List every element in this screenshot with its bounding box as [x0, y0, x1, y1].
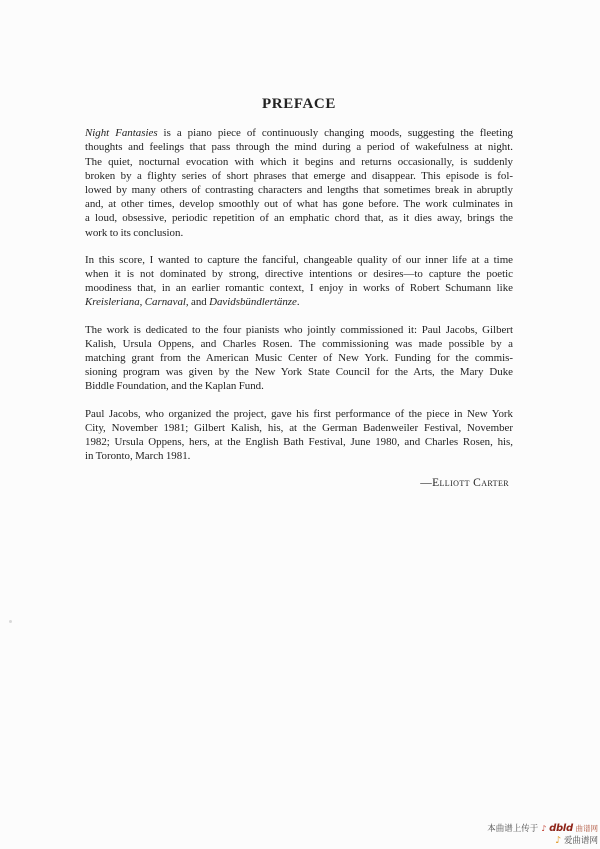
- text-line: [85, 449, 513, 463]
- paragraph: [85, 253, 513, 310]
- text-line: [85, 211, 513, 225]
- text-run: in Toronto, March 1981.: [85, 450, 191, 463]
- watermark-upload-text: 本曲谱上传于: [487, 824, 539, 834]
- italic-text-run: Night Fantasies: [85, 127, 158, 140]
- text-line: [85, 281, 513, 295]
- watermark-line-1: [487, 823, 598, 835]
- preface-text-block: [85, 97, 513, 491]
- text-run: In this score, I wanted to capture the fanciful, changeable quality of our inner life at a time: [85, 253, 513, 266]
- watermark-site-name: 爱曲谱网: [563, 836, 598, 846]
- scan-artifact: [9, 620, 12, 623]
- paragraph: [85, 126, 513, 240]
- text-run: thoughts and feelings that pass through the mind during a period of wakefulness at night.: [85, 141, 513, 154]
- music-note-icon: ♪: [541, 824, 547, 833]
- italic-text-run: Kreisleriana: [85, 296, 140, 309]
- text-run: Kalish, Ursula Oppens, and Charles Rosen. The commissioning was made possible by a: [85, 337, 513, 350]
- music-note-icon: ♪: [555, 835, 562, 846]
- italic-text-run: Davidsbündlertänze: [209, 296, 297, 309]
- page-title: PREFACE: [262, 96, 336, 112]
- watermark-site-logo: dbld: [549, 823, 573, 834]
- text-line: [85, 421, 513, 435]
- text-line: [85, 140, 513, 154]
- paragraph: [85, 407, 513, 464]
- text-run: 1982; Ursula Oppens, hers, at the English Bath Festival, June 1980, and Charles Rosen, his,: [85, 436, 513, 449]
- text-line: [85, 337, 513, 351]
- text-run: Paul Jacobs, who organized the project, gave his first performance of the piece in New York: [85, 407, 513, 420]
- text-line: [85, 155, 513, 169]
- watermark-site-logo-suffix: 曲谱网: [575, 824, 598, 833]
- text-run: sioning program was given by the New York State Council for the Arts, the Mary Duke: [85, 366, 513, 379]
- watermark-line-2: [487, 835, 598, 847]
- signature-name: Elliott Carter: [432, 477, 509, 490]
- text-line: [85, 435, 513, 449]
- text-line: [85, 379, 513, 393]
- text-run: broken by a flighty series of short phrases that emerge and disappear. This episode is fol-: [85, 169, 513, 182]
- text-line: [85, 351, 513, 365]
- text-line: [85, 197, 513, 211]
- text-run: City, November 1981; Gilbert Kalish, his, at the German Badenweiler Festival, November: [85, 421, 513, 434]
- text-run: matching grant from the American Music Center of New York. Funding for the commis-: [85, 352, 513, 365]
- signature-dash: —: [420, 477, 433, 490]
- text-run: The work is dedicated to the four pianists who jointly commissioned it: Paul Jacobs, Gilbert: [85, 323, 513, 336]
- text-line: [85, 365, 513, 379]
- text-run: and, at other times, develop smoothly out of what has gone before. The work culminates in: [85, 198, 513, 211]
- text-run: The quiet, nocturnal evocation with which it begins and returns occasionally, is suddenly: [85, 155, 513, 168]
- paragraphs: [85, 126, 513, 463]
- text-run: lowed by many others of contrasting characters and lengths that sometimes break in abruptly: [85, 184, 513, 197]
- text-run: moodiness that, in an earlier romantic context, I enjoy in works of Robert Schumann like: [85, 282, 513, 295]
- text-run: , and: [185, 296, 210, 309]
- text-run: ,: [139, 296, 145, 309]
- text-line: [85, 126, 513, 140]
- text-line: [85, 295, 513, 309]
- text-line: [85, 323, 513, 337]
- text-run: work to its conclusion.: [85, 226, 184, 239]
- text-line: [85, 226, 513, 240]
- text-run: is a piano piece of continuously changing moods, suggesting the fleeting: [157, 127, 513, 140]
- paragraph: [85, 323, 513, 394]
- signature: [85, 476, 513, 490]
- text-line: [85, 267, 513, 281]
- text-run: when it is not dominated by strong, directive intentions or desires—to capture the poetic: [85, 268, 513, 281]
- text-run: .: [296, 296, 300, 309]
- text-line: [85, 253, 513, 267]
- text-line: [85, 169, 513, 183]
- text-run: Biddle Foundation, and the Kaplan Fund.: [85, 380, 264, 393]
- watermark: [487, 823, 598, 847]
- italic-text-run: Carnaval: [144, 296, 186, 309]
- text-line: [85, 183, 513, 197]
- text-run: a loud, obsessive, periodic repetition of an emphatic chord that, as it dies away, brings the: [85, 212, 513, 225]
- text-line: [85, 407, 513, 421]
